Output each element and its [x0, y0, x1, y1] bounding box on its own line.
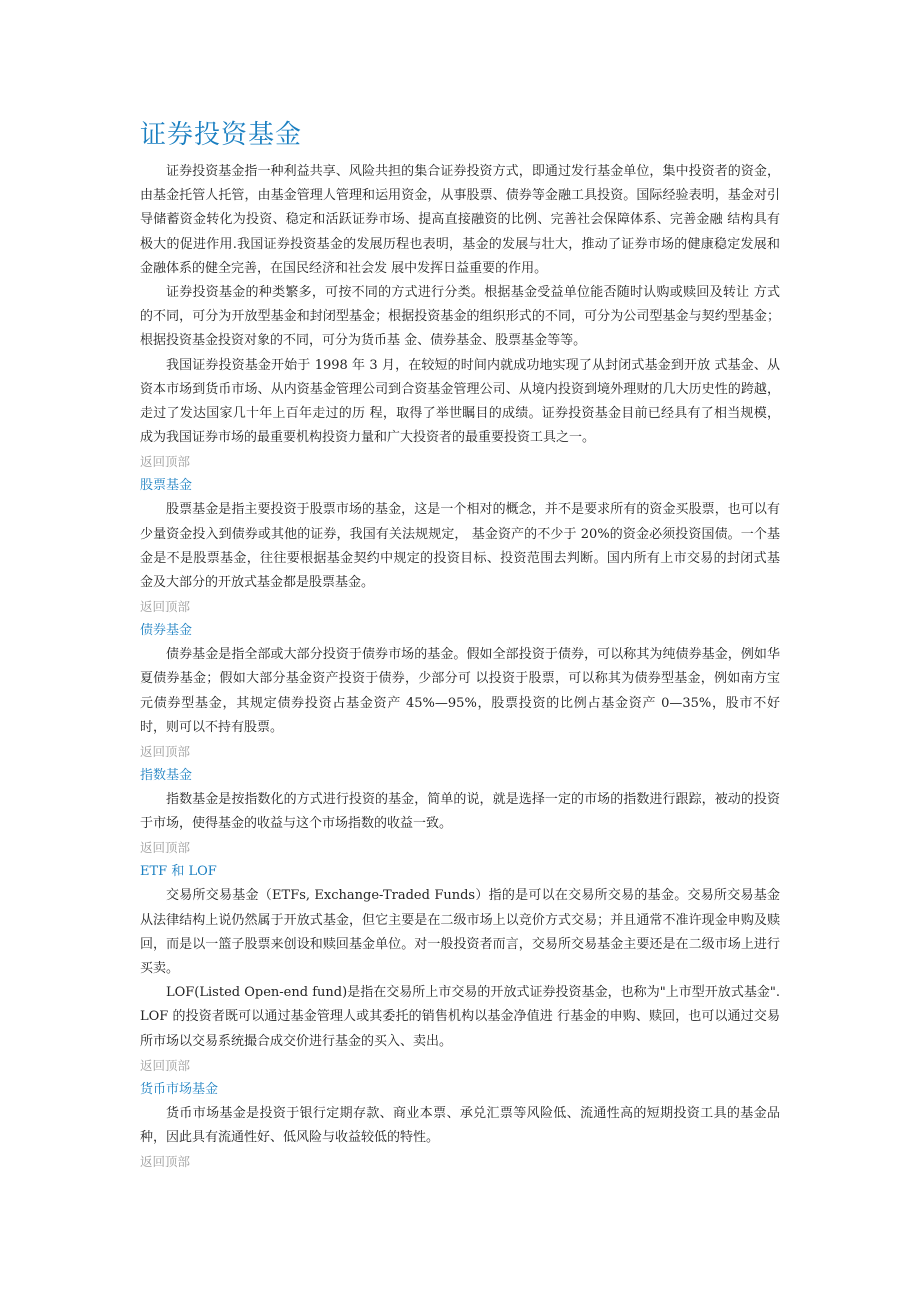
section-heading-money-market-fund[interactable]: 货币市场基金: [140, 1081, 219, 1097]
back-to-top-link[interactable]: 返回顶部: [140, 599, 191, 615]
intro-section: [140, 160, 780, 450]
section-heading-bond-fund[interactable]: 债券基金: [140, 623, 193, 639]
back-to-top-link[interactable]: 返回顶部: [140, 1154, 191, 1170]
section-heading-index-fund[interactable]: 指数基金: [140, 768, 193, 784]
section-paragraph: LOF(Listed Open-end fund)是指在交易所上市交易的开放式证券投资基金，也称为"上市型开放式基金". LOF 的投资者既可以通过基金管理人或其委托的销售机构以基金净值进 行基金的申购、赎回，也可以通过交易所市场以交易系统撮合成交价进行基金的买入、卖出。: [140, 985, 780, 1049]
section-heading-stock-fund[interactable]: 股票基金: [140, 478, 193, 494]
document-page: [140, 118, 780, 1174]
intro-paragraph: 证券投资基金指一种利益共享、风险共担的集合证券投资方式，即通过发行基金单位，集中投资者的资金，由基金托管人托管，由基金管理人管理和运用资金，从事股票、债券等金融工具投资。国际经验表明，基金对引导储蓄资金转化为投资、稳定和活跃证券市场、提高直接融资的比例、完善社会保障体系、完善金融 结构具有极大的促进作用.我国证券投资基金的发展历程也表明，基金的发展与壮大，推动了证券市场的健康稳定发展和金融体系的健全完善，在国民经济和社会发 展中发挥日益重要的作用。: [140, 164, 780, 276]
back-to-top-link[interactable]: 返回顶部: [140, 840, 191, 856]
back-to-top-link[interactable]: 返回顶部: [140, 454, 191, 470]
section-heading-etf-lof[interactable]: ETF 和 LOF: [140, 864, 217, 880]
section-bond-fund: [140, 619, 780, 740]
back-to-top-link[interactable]: 返回顶部: [140, 744, 191, 760]
intro-paragraph: 证券投资基金的种类繁多，可按不同的方式进行分类。根据基金受益单位能否随时认购或赎回及转让 方式的不同，可分为开放型基金和封闭型基金；根据投资基金的组织形式的不同，可分为公司型基金与契约型基金；根据投资基金投资对象的不同，可分为货币基 金、债券基金、股票基金等等。: [140, 285, 780, 349]
section-paragraph: 指数基金是按指数化的方式进行投资的基金，简单的说，就是选择一定的市场的指数进行跟踪，被动的投资于市场，使得基金的收益与这个市场指数的收益一致。: [140, 792, 780, 832]
page-title: 证券投资基金: [140, 120, 303, 150]
section-stock-fund: [140, 474, 780, 595]
section-etf-lof: [140, 860, 780, 1053]
section-paragraph: 货币市场基金是投资于银行定期存款、商业本票、承兑汇票等风险低、流通性高的短期投资工具的基金品种，因此具有流通性好、低风险与收益较低的特性。: [140, 1105, 780, 1146]
section-index-fund: [140, 764, 780, 836]
section-money-market-fund: [140, 1078, 780, 1150]
section-paragraph: 交易所交易基金（ETFs, Exchange-Traded Funds）指的是可以在交易所交易的基金。交易所交易基金从法律结构上说仍然属于开放式基金，但它主要是在二级市场上以竞价方式交易；并且通常不准许现金申购及赎回，而是以一篮子股票来创设和赎回基金单位。对一般投资者而言，交易所交易基金主要还是在二级市场上进行买卖。: [140, 888, 780, 977]
intro-paragraph: 我国证券投资基金开始于 1998 年 3 月，在较短的时间内就成功地实现了从封闭式基金到开放 式基金、从资本市场到货币市场、从内资基金管理公司到合资基金管理公司、从境内投资到境外理财的几大历史性的跨越，走过了发达国家几十年上百年走过的历 程，取得了举世瞩目的成绩。证券投资基金目前已经具有了相当规模，成为我国证券市场的最重要机构投资力量和广大投资者的最重要投资工具之一。: [140, 357, 780, 446]
back-to-top-link[interactable]: 返回顶部: [140, 1057, 191, 1073]
section-paragraph: 股票基金是指主要投资于股票市场的基金，这是一个相对的概念，并不是要求所有的资金买股票，也可以有少量资金投入到债券或其他的证券，我国有关法规规定， 基金资产的不少于 20%的资金必须投资国债。一个基金是不是股票基金，往往要根据基金契约中规定的投资目标、投资范围去判断。国内所有上市交易的封闭式基 金及大部分的开放式基金都是股票基金。: [140, 502, 780, 591]
section-paragraph: 债券基金是指全部或大部分投资于债券市场的基金。假如全部投资于债券，可以称其为纯债券基金，例如华夏债券基金；假如大部分基金资产投资于债券，少部分可 以投资于股票，可以称其为债券型基金，例如南方宝元债券型基金，其规定债券投资占基金资产 45%—95%，股票投资的比例占基金资产 0—35%，股市不好 时，则可以不持有股票。: [140, 647, 780, 735]
